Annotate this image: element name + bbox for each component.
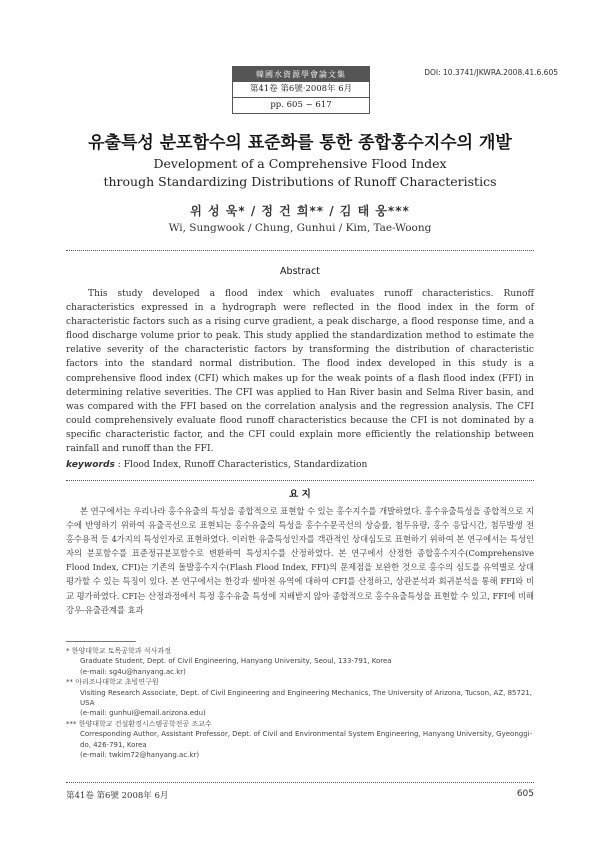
footer-journal-issue: 第41卷 第6號 2008年 6月 (66, 791, 169, 801)
divider-summary (66, 480, 534, 481)
journal-name: 韓國水資源學會論文集 (233, 67, 369, 82)
divider-top (66, 250, 534, 251)
abstract-body (66, 287, 534, 456)
footnote-affiliation-ko: 한양대학교 토목공학과 석사과정 (71, 647, 171, 655)
doi[interactable]: DOI: 10.3741/JKWRA.2008.41.6.605 (424, 68, 558, 77)
authors-korean: 위 성 욱* / 정 건 희** / 김 태 웅*** (190, 204, 410, 218)
keywords (66, 460, 367, 470)
title-english-line2: through Standardizing Distributions of Runoff Characteristics (103, 174, 497, 189)
footnote-3 (66, 719, 534, 761)
summary-text: 본 연구에서는 우리나라 홍수유출의 특성을 종합적으로 표현할 수 있는 홍수지수를 개발하였다. 홍수유출특성을 종합적으로 지수에 반영하기 위하여 유출곡선으로 표현되는 홍수유출의 특성을 홍수수문곡선의 상승률, 첨두유량, 홍수 응답시간, 첨두발생 전 홍수용적 등 4가지의 특성인자로 표현하였다. 이러한 유출특성인자를 객관적인 상대심도로 표현하기 위하여 본 연구에서는 특성인자의 분포함수를 표준정규분포함수로 변환하여 특성지수를 산정하였다. 본 연구에서 산정한 종합홍수지수(Comprehensive Flood Index, CFI)는 기존의 돌발홍수지수(Flash Flood Index, FFI)의 문제점을 보완한 것으로 홍수의 심도를 유역별로 상대평가할 수 있는 특징이 있다. 본 연구에서는 한강과 셀마천 유역에 대하여 CFI를 산정하고, 상관분석과 회귀분석을 통해 FFI와 비교 평가하였다. CFI는 산정과정에서 특정 홍수유출 특성에 지배받지 않아 종합적으로 홍수유출특성을 표현할 수 있고, FFI에 비해 강우-유출관계를 효과 (66, 506, 534, 615)
authors-english: Wi, Sungwook / Chung, Gunhui / Kim, Tae-Woong (168, 222, 432, 234)
abstract-heading: Abstract (280, 266, 320, 277)
footnote-affiliation-en: Visiting Research Associate, Dept. of Civil Engineering and Engineering Mechanics, The University of Arizona, Tucson, AZ, 85721, USA (80, 688, 533, 708)
footnote-affiliation-en: Corresponding Author, Assistant Professor, Dept. of Civil and Environmental System Engineering, Hanyang University, Gyeonggi-do, 426-791, Korea (80, 730, 533, 749)
title-korean: 유출특성 분포함수의 표준화를 통한 종합홍수지수의 개발 (88, 133, 512, 153)
summary-body (66, 504, 534, 617)
page-number: 605 (516, 789, 534, 799)
journal-pages: pp. 605 ~ 617 (270, 100, 332, 110)
title-english-line1: Development of a Comprehensive Flood Index (153, 156, 447, 171)
footnote-email[interactable]: (e-mail: gunhui@email.arizona.edu) (80, 709, 206, 718)
footnote-affiliation-ko: 한양대학교 건설환경시스템공학전공 조교수 (78, 719, 212, 728)
footnote-mark: ** (66, 678, 73, 687)
keywords-label: keywords (66, 460, 115, 470)
footnote-mark: * (66, 647, 70, 655)
footnote-1 (66, 646, 534, 677)
footnote-affiliation-en: Graduate Student, Dept. of Civil Engineering, Hanyang University, Seoul, 133-791, Korea (80, 657, 392, 666)
footnote-affiliation-ko: 아리조나대학교 초빙연구원 (75, 678, 159, 687)
footnote-email[interactable]: (e-mail: twkim72@hanyang.ac.kr) (80, 751, 200, 760)
footnote-email[interactable]: (e-mail: sg4u@hanyang.ac.kr) (80, 667, 186, 676)
footnote-mark: *** (66, 719, 77, 728)
summary-heading: 요 지 (289, 489, 311, 500)
abstract-text: This study developed a flood index which evaluates runoff characteristics. Runoff characteristics expressed in a hydrograph were reflected in the flood index in the form of characteristic factors such as a rising curve gradient, a peak discharge, a flood response time, and a flood discharge volume prior to peak. This study applied the standardization method to estimate the relative severity of the characteristic factors by transforming the distribution of characteristic factors into the standard normal distribution. The flood index developed in this study is a comprehensive flood index (CFI) which makes up for the weak points of a flash flood index (FFI) in determining relative severities. The CFI was applied to Han River basin and Selma River basin, and was compared with the FFI based on the correlation analysis and the regression analysis. The CFI could comprehensively evaluate flood runoff characteristics because the CFI is not dominated by a specific characteristic factor, and the CFI could explain more efficiently the relationship between rainfall and runoff than the FFI. (66, 289, 534, 455)
journal-info-box (232, 66, 370, 114)
footer-rule (66, 782, 534, 783)
journal-volume: 第41卷 第6號·2008年 6月 (233, 82, 369, 98)
keywords-text: : Flood Index, Runoff Characteristics, Standardization (117, 460, 368, 470)
footnote-2 (66, 677, 534, 719)
footnote-rule (66, 641, 136, 642)
footnotes (66, 646, 534, 760)
